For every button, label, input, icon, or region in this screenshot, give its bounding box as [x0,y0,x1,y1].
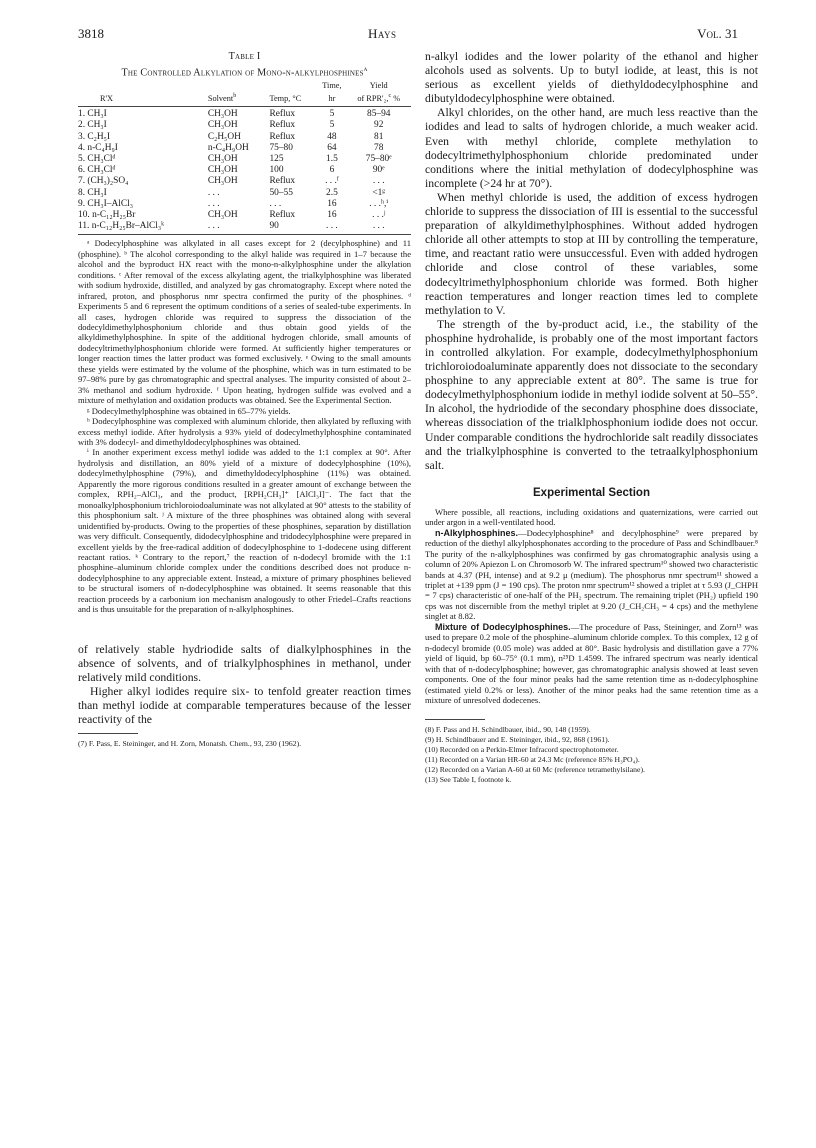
run-in-heading: Mixture of Dodecylphosphines. [435,621,571,632]
body-paragraph: of relatively stable hydriodide salts of dialkylphosphines in the absence of solvents, and of trialkylphosphines in methanol, under relatively mild conditions. [78,642,411,684]
table-cell-temp: 125 [269,153,284,164]
table-cell-yield: 81 [374,131,384,142]
table-cell-temp: 90 [269,221,317,235]
page-number: 3818 [78,26,104,41]
table-row [78,221,411,235]
reference-item: (12) Recorded on a Varian A-60 at 60 Mc (reference tetramethylsilane). [425,765,645,775]
table-cell-solvent: CH₃OH [207,120,238,131]
table-row [78,154,411,165]
table-cell-rx: 11. n-C₁₂H₂₅Br–AlCl₃ᵏ [78,221,208,235]
table-cell-yield: 78 [374,142,384,153]
col-yield-top: Yield [369,81,388,91]
table-cell-rx: 3. C₂H₅I [78,131,111,142]
experimental-section [425,507,758,706]
experimental-paragraph [425,528,758,622]
volume-label: Vol. 31 [697,26,738,41]
table-cell-time: 16 [327,198,337,209]
experimental-intro: Where possible, all reactions, including oxidations and quaternizations, were carried out under argon in a well-ventilated hood. [425,506,758,528]
body-paragraph: Alkyl chlorides, on the other hand, are much less reactive than the iodides and lead to salts of hydrogen chloride, a much weaker acid. Even with methyl chloride, complete methylation to dodecyltrimethylphosphonium chloride predominated under conditions where the initial methylation of dodecylphosphine was incomplete (>24 hr at 70°). [425,106,758,190]
right-column [425,50,758,785]
reference-item: (7) F. Pass, E. Steininger, and H. Zorn, Monatsh. Chem., 93, 230 (1962). [78,739,302,749]
table-cell-time: 5 [329,109,335,120]
table-row [78,210,411,221]
table-cell-temp: Reflux [269,109,296,120]
experimental-heading: Experimental Section [533,486,650,499]
col-temp: Temp, °C [269,91,317,106]
table-cell-temp: Reflux [269,176,296,187]
table-cell-temp: 100 [269,165,284,176]
table-row [78,120,411,131]
col-yield-mark: c [388,93,392,100]
table-cell-solvent: . . . [207,198,220,209]
table-caption [78,50,411,79]
col-time-bottom: hr [317,91,346,106]
paragraph-text: —Dodecylphosphine⁸ and decylphosphine⁹ were prepared by reduction of the diethyl alkylphosphonates according to the procedure of Pass and Schindlbauer.⁸ The purity of the n-alkylphosphines was confirmed by gas chromatographic analysis using a column of 20% Apiezon L on Chromosorb W. The infrared spectrum¹⁰ showed two characteristic bands at 4.37 (PH, intense) and at 9.2 μ (medium). The phosphorus nmr spectrum¹¹ showed a triplet at +139 ppm (J = 190 cps). The proton nmr spectrum¹² showed a triplet at τ 5.93 (J_CHPH = 7 cps) characteristic of one-half of the PH₂ spectrum. The remaining triplet (PH₂) upfield 190 cps was not discernible from the methyl triplet at 9.20 (J_CH₂CH₃ = 4 cps) and the methylene singlet at 8.82. [425,527,758,622]
table-title-text: The Controlled Alkylation of Mono-n-alkylphosphines [121,67,364,79]
table-cell-solvent: . . . [207,187,220,198]
table-row [78,107,411,121]
table-row [78,199,411,210]
right-references [425,725,758,784]
table-cell-solvent: CH₃OH [207,176,238,187]
table-cell-yield: . . .ʲ [372,209,386,220]
table-cell-solvent: CH₃OH [207,109,238,120]
col-solvent-text: Solvent [207,94,234,104]
table-cell-yield: <1ᵍ [372,187,386,198]
col-yield-text: of RPR'₂, [357,94,389,104]
table-cell-time: 16 [327,209,337,220]
table-cell-solvent: CH₃OH [207,209,238,220]
table-cell-rx: 4. n-C₄H₉I [78,142,118,153]
col-solvent [208,91,270,106]
table-cell-yield: . . .ʰ,ⁱ [369,198,389,209]
table-cell-rx: 2. CH₃I [78,120,107,131]
body-paragraph: The strength of the by-product acid, i.e., the stability of the phosphine hydrohalide, is probably one of the most important factors in controlled alkylation. For example, dodecylmethylphosphonium trichloroiodoaluminate apparently does not dissociate to the secondary phosphine to any appreciable extent at 80°. The same is true for dodecylmethylphosphonium iodide in methyl iodide solvent at 50–55°. In alcohol, the hydriodide of the secondary phosphine does dissociate, whereas dissociation of the trialklphosphonium iodide does not occur. Under comparable conditions the hydrochloride salt readily dissociates and the trialkylphosphine is converted to the tetraalkylphosphonium salt. [425,317,758,472]
table-footnote: ʰ Dodecylphosphine was complexed with aluminum chloride, then alkylated by refluxing with excess methyl iodide. After hydrolysis a 93% yield of dodecylmethylphosphine contaminated with 3% dodecyl- and dimethyldodecylphosphines was obtained. [78,416,411,447]
table-cell-solvent: CH₃OH [207,153,238,164]
table-row [78,165,411,176]
table-cell-yield: 92 [374,120,384,131]
table-cell-yield: 85–94 [367,109,391,120]
table-cell-time: 2.5 [326,187,338,198]
body-paragraph: Higher alkyl iodides require six- to tenfold greater reaction times than methyl iodide at comparable temperatures because of the lesser reactivity of the [78,684,411,727]
table-cell-rx: 10. n-C₁₂H₂₅Br [78,209,136,220]
table-footnote: ⁱ In another experiment excess methyl iodide was added to the 1:1 complex at 90°. After hydrolysis and distillation, an 80% yield of a mixture of dodecylphosphine (10%), dodecylmethylphosphine (79%), and dimethyldodecylphosphine (11%) was obtained. Apparently the more rigorous conditions resulted in a greater amount of exchange between the complex, RPH₂–AlCl₃, and the product, [RPH₂CH₃]⁺ [AlCl₃I]⁻. The fact that the monoalkylphosphonium trichloroiodoaluminate was not alkylated at 90° attests to the stability of this phosphonium salt. ʲ A mixture of the three phosphines was obtained along with several unidentified by-products. Owing to the properties of these phosphines, separation by distillation was very difficult. Consequently, didodecylphosphine and tridodecylphosphine were prepared in excellent yields by the free-radical addition of dodecylphosphine to 1-dodecene using different reactant ratios. ᵏ Contrary to the report,⁷ the reaction of n-dodecyl bromide with the 1:1 phosphine–aluminum chloride complex under the conditions described does not produce n-dodecylphosphine to any appreciable extent. Instead, a mixture of primary phosphines believed to be structural isomers of n-dodecylphosphine was obtained. It seems reasonable that this reaction proceeds by a carbonium ion mechanism analogously to other Friedel–Crafts reactions and is thus unsuitable for the preparation of n-alkylphosphines. [78,447,411,615]
table-cell-time: 64 [327,142,337,153]
table-cell-temp: Reflux [269,131,296,142]
body-paragraph: n-alkyl iodides and the lower polarity of the ethanol and higher alcohols used as solvents. Up to butyl iodide, at least, this is not serious as excellent yields of diethyldodecylphosphine and dibutyldodecylphosphine were obtained. [425,50,758,106]
footnote-separator [78,733,138,734]
table-cell-rx: 9. CH₃I–AlCl₃ [78,198,133,209]
table-cell-yield: . . . [346,221,411,235]
table-cell-solvent: C₂H₅OH [207,131,241,142]
col-yield-bottom [346,91,411,106]
table-footnote: ᵍ Dodecylmethylphosphine was obtained in 65–77% yields. [87,405,291,416]
table-cell-time: . . .ᶠ [325,176,339,187]
left-body-text [78,643,411,728]
body-paragraph: When methyl chloride is used, the addition of excess hydrogen chloride to suppress the dissociation of III is essential to the successful preparation of alkyldimethylphosphines. Without added hydrogen chloride all other attempts to stop at III by controlling the temperature, time, and reactant ratio were unsuccessful. Even with added hydrogen chloride and close control of these variables, some dodecyltrimethylphosphonium chloride was formed. Both higher reaction temperatures and longer reaction times led to complete methylation to V. [425,190,758,317]
table-cell-rx: 5. CH₃Clᵈ [78,153,116,164]
table-footnotes [78,238,411,614]
table-cell-yield: . . . [372,176,385,187]
reference-item: (11) Recorded on a Varian HR-60 at 24.3 Mc (reference 85% H₃PO₄). [425,755,640,765]
left-references [78,739,411,749]
table-footnote: ᵃ Dodecylphosphine was alkylated in all cases except for 2 (decylphosphine) and 11 (phosphine). ᵇ The alcohol corresponding to the alkyl halide was required in 1–7 because the alcohol and the byproduct HX react with the mono-n-alkylphosphine under the alkylation conditions. ᶜ After removal of the excess alkylating agent, the trialkylphosphine was liberated with sodium hydroxide, distilled, and analyzed by gas chromatography. Except where noted the infrared, proton, and phosphorus nmr spectra confirmed the purity of the phosphines. ᵈ Experiments 5 and 6 represent the optimum conditions of a series of sealed-tube experiments. In all cases, hydrogen chloride was required to suppress the dissociation of the dodecyldimethylphosphonium chloride and thus obtain good yields of the alkyldimethylphosphine. In spite of the additional hydrogen chloride, small amounts of dodecyltrimethylphosphonium chloride were formed. At sufficiently higher temperatures or longer reaction times the latter product was formed exclusively. ᵉ Owing to the small amounts these yields were estimated by the volume of the phosphine, which was in turn estimated to be 97–98% pure by gas chromatographic and spectral analyses. The impurity consisted of about 2–3% methanol and sodium hydroxide. ᶠ Upon heating, hydrogen sulfide was evolved and a mixture of methylation and oxidation products was obtained. See the Experimental Section. [78,238,411,406]
table-cell-time: . . . [317,221,346,235]
table-title [78,63,411,79]
right-body-text [425,50,758,473]
table-row [78,188,411,199]
reference-item: (13) See Table I, footnote k. [425,774,512,784]
experimental-paragraph [425,622,758,706]
table-cell-yield: 90ᵉ [372,165,385,176]
col-solvent-mark: b [233,93,237,100]
reference-item: (8) F. Pass and H. Schindlbauer, ibid., 90, 148 (1959). [425,725,591,735]
table-cell-time: 5 [329,120,335,131]
col-time-top: Time, [322,81,342,91]
table-cell-temp: 75–80 [269,142,293,153]
col-rx: R'X [78,91,208,106]
reference-item: (10) Recorded on a Perkin-Elmer Infracord spectrophotometer. [425,745,619,755]
reference-item: (9) H. Schindlbauer and E. Steininger, ibid., 92, 868 (1961). [425,735,610,745]
table-cell-rx: 7. (CH₃)₂SO₄ [78,176,129,187]
table-row [78,176,411,187]
table-cell-time: 48 [327,131,337,142]
table-title-mark: a [363,65,368,73]
running-title: Hays [368,26,397,41]
table-cell-solvent: n-C₄H₉OH [207,142,249,153]
table-cell-solvent: . . . [208,221,270,235]
table-cell-time: 1.5 [326,153,338,164]
alkylation-table [78,81,411,235]
col-yield-unit: % [391,94,401,104]
table-cell-temp: 50–55 [269,187,293,198]
table-cell-rx: 8. CH₃I [78,187,107,198]
table-row [78,143,411,154]
table-cell-time: 6 [329,165,335,176]
table-cell-temp: Reflux [269,209,296,220]
footnote-separator [425,719,485,720]
table-cell-rx: 6. CH₃Clᵈ [78,165,116,176]
table-cell-yield: 75–80ᵉ [365,153,392,164]
table-label: Table I [228,51,261,62]
table-cell-temp: . . . [269,198,282,209]
left-column [78,50,411,749]
run-in-heading: n-Alkylphosphines. [435,527,519,538]
table-cell-rx: 1. CH₃I [78,109,107,120]
table-cell-temp: Reflux [269,120,296,131]
paragraph-text: —The procedure of Pass, Steininger, and Zorn¹³ was used to prepare 0.2 mole of the phosphine–aluminum chloride complex. To this complex, 12 g of n-dodecyl bromide (0.05 mole) was added at 80°. Basic hydrolysis and distillation gave a 77% yield of liquid, bp 60–75° (0.1 mm), n²⁵D 1.4599. The infrared spectrum was nearly identical with that of n-dodecylphosphine; however, gas chromatographic analysis showed at least seven components. One of the four minor peaks had the same retention time as n-dodecylphosphine (estimated yield 0.2% or less). Another of the minor peaks had the same retention time as a mixture of unresolved dodecenes. [425,621,758,705]
table-cell-solvent: CH₃OH [207,165,238,176]
table-row [78,132,411,143]
